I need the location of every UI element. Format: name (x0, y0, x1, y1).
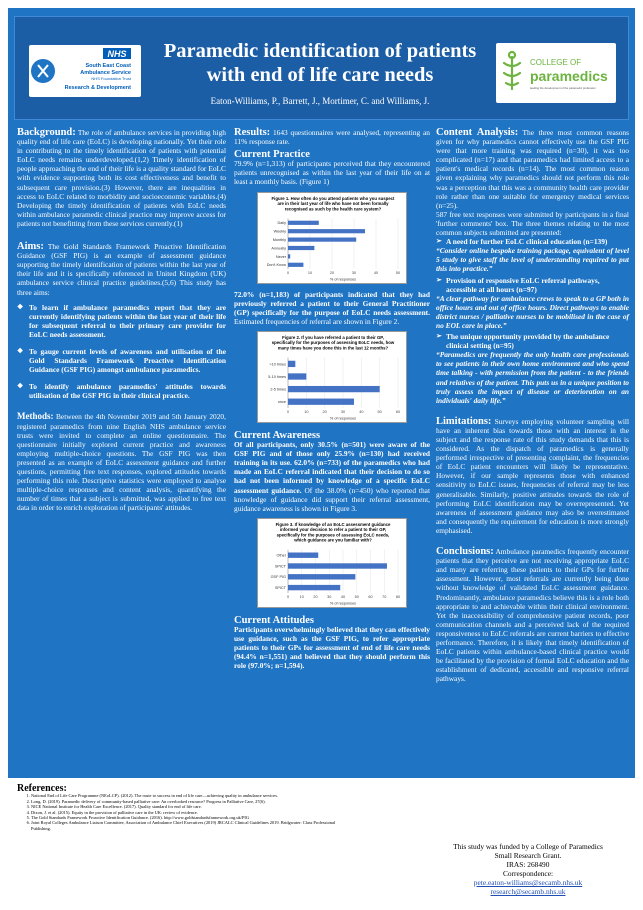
reference-item: 2. Long, D. (2019). Paramedic delivery of community-based palliative care: An overlooked resource? Progress in Palliative Care, 27(6). (31, 799, 347, 804)
poster (8, 8, 635, 902)
aim-item: ❖ To gauge current levels of awareness and utilisation of the Gold Standards Framework Proactive Identification Guidance (GSF PIG) amongst ambulance paramedics. (17, 347, 226, 374)
reference-item: 1. National End of Life Care Programme (NEoLCP). (2012). The route to success in end of life care—achieving quality in ambulance services. (31, 793, 347, 798)
aims-heading: Aims: (17, 241, 44, 253)
nhs-logo (29, 45, 141, 97)
chart-title-line: informed your decision to refer a patient to their GP, (279, 526, 387, 532)
chart-bar (288, 585, 340, 590)
chart-tick-label: 40 (373, 270, 379, 275)
results-text: 1643 questionnaires were analysed, representing an 11% response rate. (234, 128, 430, 147)
current-awareness-text: Of the 38.0% (n=450) who reported that knowledge of guidance did support their referral assessment, guidance awareness is shown in Figure 3. (234, 485, 430, 513)
methods-section (17, 412, 226, 512)
chart-tick-label: 30 (327, 594, 332, 599)
current-awareness-text-bold: Of all participants, only 30.5% (n=501) were aware of the GSF PIG and of those only 25.9% (n=130) had received training in its use. 62.0% (n=733) of the paramedics who had made an EoLC referral indicated that their decision to do so had not been informed by knowledge of a specific EoLC assessment guidance. (234, 440, 430, 495)
chart-bar (288, 262, 303, 266)
themes-list (436, 237, 629, 246)
figure-1-chart (258, 193, 408, 283)
current-practice-heading: Current Practice (234, 149, 310, 161)
chart-bar (288, 373, 306, 379)
chart-title-line: which guidance are you familiar with? (294, 537, 372, 543)
theme-quote: “Consider online bespoke training package, equivalent of level 5 study to give staff the level of understanding required to put this into practice.” (436, 246, 629, 274)
results-section (234, 128, 430, 146)
chart-title-line: Figure 3. If knowledge of an EoLC assessment guidance (275, 521, 391, 527)
poster-title: Paramedic identification of patients with end of life care needs (163, 40, 477, 86)
chart-tick-label: 60 (368, 594, 373, 599)
figure-2 (257, 331, 407, 423)
theme-quote: “A clear pathway for ambulance crews to speak to a GP both in office hours and out of office hours. Direct pathways to enable district nurses / palliative nurses to be mobilised in the case of no EOL care in place.” (436, 293, 629, 330)
content-analysis-heading: Content Analysis: (436, 127, 519, 138)
limitations-text: Surveys employing volunteer sampling will have an inherent bias towards those with an interest in the subject and the response rate of this study demands that this is considered. As the dispatch of paramedics is generally performed irrespective of presenting complaint, the frequencies of EoLC patient encounters will likely be representative. However, if our sample represents those with enhanced sensitivity to EoLC issues, frequencies of referral may be less generalisable. Similarly, positive attitudes towards the role of performing EoLC identification may be overrepresented. Yet awareness of assessment guidance may also be overestimated and consequently the requirement for education is more strongly emphasised. (436, 416, 629, 535)
funding-line2: Small Research Grant. (494, 851, 562, 860)
chart-category-label: Never (275, 254, 286, 259)
chart-category-label: SPICT (274, 564, 286, 569)
aims-section (17, 242, 226, 400)
chart-category-label: SPICT (274, 585, 286, 590)
figure-3-chart (258, 519, 408, 607)
left-column (17, 128, 226, 520)
chart-tick-label: 50 (354, 594, 359, 599)
methods-text: Between the 4th November 2019 and 5th January 2020, registered paramedics from nine English NHS ambulance service trusts were invited to complete an online questionnaire. The questionnaire initially explored current practice and awareness employing multiple-choice questions. The GSF PIG was then presented as an example of EoLC assessment guidance and further questions, permitting free text responses, explored attitudes towards performing this role. Descriptive statistics were employed to analyse multiple-choice responses and content analysis, quantifying the number of times that a subject is submitted, was applied to free text data in order to enrich exploration of participants' attitudes. (17, 412, 226, 513)
nhs-logo-line2: Ambulance Service (80, 70, 131, 76)
chart-category-label: Annually (271, 245, 286, 250)
chart-tick-label: 80 (395, 594, 401, 599)
conclusions-heading: Conclusions: (436, 546, 494, 558)
chart-bar (288, 254, 290, 258)
chart-category-label: >10 times (269, 362, 286, 367)
chart-title-line: recognised as such by the health care system? (284, 205, 382, 211)
figure-1 (257, 192, 407, 284)
nhs-logo-line1: South East Coast (85, 63, 131, 69)
middle-column (234, 128, 430, 678)
reference-item: 4. Dixon, J. et al. (2015). Equity in the provision of palliative care in the UK: review of evidence. (31, 810, 347, 815)
chart-category-label: Monthly (272, 237, 286, 242)
results-heading: Results: (234, 127, 271, 138)
limitations-section (436, 417, 629, 535)
themes-list (436, 332, 629, 350)
background-section (17, 128, 226, 228)
current-practice-text2-bold: 72.0% (n=1,183) of participants indicated that they had previously referred a patient to their General Practitioner (GP) specifically for the purpose of EoLC needs assessment. (234, 289, 430, 317)
chart-tick-label: 30 (351, 270, 357, 275)
poster-header (14, 16, 629, 120)
funding-section (438, 842, 618, 896)
chart-bar (288, 229, 365, 233)
references-list (17, 793, 347, 831)
chart-title-line: specifically for the purposes of assessing EoLC needs, (276, 532, 390, 538)
nhs-logo-line3: NHS Foundation Trust (91, 76, 131, 81)
nhs-badge: NHS (107, 49, 127, 59)
chart-x-axis-label: % of responses (329, 416, 357, 421)
chart-bar (288, 552, 318, 557)
chart-category-label: Daily (277, 220, 286, 225)
chart-bar (288, 386, 380, 392)
chart-tick-label: 20 (329, 270, 335, 275)
current-practice-text1: 79.9% (n=1,313) of participants perceived that they encountered patients unrecognised as within the last year of their life on at least a monthly basis. (Figure 1) (234, 159, 430, 187)
references-heading: References: (17, 783, 67, 794)
themes-list (436, 276, 629, 294)
chart-title-line: Figure 2. If you have referred a patient to their GP, (282, 334, 384, 340)
cop-logo-line1: COLLEGE OF (530, 58, 582, 67)
limitations-heading: Limitations: (436, 415, 492, 427)
chart-bar (288, 220, 319, 224)
chart-tick-label: 50 (395, 270, 401, 275)
aims-text: The Gold Standards Framework Proactive Identification Guidance (GSF PIG) is an example of assessment guidance supporting the timely identification of patients within the last year of their life and it is specifically referenced in United Kingdom (UK) ambulance service clinical practice guidelines.(5,6) This study has three aims: (17, 242, 226, 297)
chart-tick-label: 0 (286, 594, 290, 599)
theme-title: ➢ Provision of responsive EoLC referral pathways, accessible at all hours (n=97) (436, 276, 629, 294)
current-awareness-heading: Current Awareness (234, 429, 321, 441)
background-heading: Background: (17, 127, 76, 138)
figure-3 (257, 518, 407, 608)
reference-item: 6. Joint Royal Colleges Ambulance Liaison Committee, Association of Ambulance Chief Executives (2019) JRCALC Clinical Guidelines 2019. Bridgwater: Class Professional Publishing. (31, 820, 347, 831)
chart-title-line: specifically for the purposes of assessing EoLC needs, how (271, 340, 395, 346)
chart-title-line: are in their last year of life who have not been formally (277, 200, 389, 206)
chart-title-line: Figure 1. How often do you attend patients who you suspect (271, 195, 395, 201)
theme-title: ➢ The unique opportunity provided by the ambulance clinical setting (n=95) (436, 332, 629, 350)
chart-tick-label: 20 (313, 594, 318, 599)
current-awareness-section (234, 431, 430, 608)
chart-x-axis-label: % of responses (329, 601, 357, 606)
current-attitudes-text: Participants overwhelmingly believed that they can effectively use guidance, such as the GSF PIG, to refer appropriate patients to their GPs for assessment of end of life care needs (94.4% n=1,551) and believed that they should perform this role (97.0%; n=1,594). (234, 624, 430, 671)
content-analysis-text2: 587 free text responses were submitted by participants in a final 'further comments' box. The three themes relating to the most common subjects submitted are presented: (436, 209, 629, 238)
references-section (17, 783, 347, 831)
chart-bar (288, 398, 354, 404)
conclusions-text: Ambulance paramedics frequently encounter patients that they perceive are not receiving appropriate EoLC and many are referring these patients to their GPs for further assessment. However, most referrals are currently being done without knowledge of validated EoLC assessment guidance. Predominantly, ambulance paramedics believe this is a role both appropriate to and achievable within their clinical environment. Yet the inaccessibility of comprehensive patient records, poor communication channels and a perceived lack of the required responsiveness to EoLC referrals are current barriers to effective performance. Therefore, it is likely that timely identification of EoLC patients within ambulance-based clinical practice would be facilitated by the provision of formal EoLC education and the establishment of dedicated, accessible and responsive referral pathways. (436, 547, 629, 684)
cop-logo-line3: leading the development of the paramedic profession (530, 86, 596, 90)
chart-category-label: Weekly (273, 229, 286, 234)
theme-title: ➢ A need for further EoLC clinical education (n=139) (436, 237, 629, 246)
reference-item: 5. The Gold Standards Framework Proactive Identification Guidance. (2016). http://www.goldstandardsframework.org.uk/PIG (31, 815, 347, 820)
chart-tick-label: 70 (382, 594, 387, 599)
chart-bar (288, 237, 356, 241)
chart-tick-label: 10 (307, 270, 313, 275)
chart-x-axis-label: % of responses (329, 277, 357, 282)
poster-authors: Eaton-Williams, P., Barrett, J., Mortimer, C. and Williams, J. (210, 96, 430, 106)
chart-tick-label: 60 (395, 409, 401, 414)
correspondence-email-1[interactable]: pete.eaton-williams@secamb.nhs.uk (473, 878, 583, 887)
chart-category-label: 5-10 times (268, 374, 286, 379)
chart-bar (288, 563, 387, 568)
chart-title-line: many times have you done this in the last 12 months? (277, 345, 389, 351)
funding-line3: IRAS: 268490 (506, 860, 550, 869)
content-analysis-text: The three most common reasons given for why paramedics cannot effectively use the GSF PIG were that more training was required (n=30), it was too complicated (n=17) and that paramedics had limited access to a patient's medical records (n=14). The most common reason given explaining why paramedics should not perform this role was a perception that this was a community health care provider role rather than one suitable for emergency medical services (n=25). (436, 128, 629, 210)
funding-line1: This study was funded by a College of Paramedics (453, 842, 603, 851)
current-attitudes-section (234, 616, 430, 671)
funding-line4: Correspondence: (502, 869, 554, 878)
chart-tick-label: 50 (377, 409, 382, 414)
chart-tick-label: 40 (340, 594, 346, 599)
chart-category-label: once (277, 400, 286, 405)
chart-tick-label: 20 (322, 409, 327, 414)
reference-item: 3. NICE National Institute for Health Care Excellence. (2017). Quality standard for end of life care. (31, 804, 347, 809)
methods-heading: Methods: (17, 411, 54, 422)
aim-item: ❖ To identify ambulance paramedics' attitudes towards utilisation of the GSF PIG in their clinical practice. (17, 382, 226, 400)
chart-tick-label: 40 (359, 409, 364, 414)
figure-2-chart (258, 332, 408, 422)
aims-list (17, 303, 226, 401)
chart-bar (288, 361, 295, 367)
chart-bar (288, 574, 355, 579)
background-text: The role of ambulance services in providing high quality end of life care (EoLC) is developing nationally. Yet their role in contributing to the timely identification of patients with potential EoLC needs remains underdeveloped.(1,2) Timely identification of people approaching the end of their life is a quality standard for EoLC with evidence supporting both its cost effectiveness and benefit to subsequent care provision.(3) However, there are inequalities in access to EoLC related to morbidity and socioeconomic variables.(4) Developing the timely identification of patients with EoLC needs within ambulance paramedic clinical practice may improve access for patients not benefitting from these services currently.(1) (17, 128, 226, 228)
college-of-paramedics-logo (496, 43, 616, 103)
conclusions-section (436, 547, 629, 683)
chart-category-label: Other (276, 553, 286, 558)
chart-tick-label: 30 (340, 409, 346, 414)
chart-tick-label: 0 (286, 270, 290, 275)
current-practice-section (234, 150, 430, 423)
current-practice-text2: Estimated frequencies of referral are shown in Figure 2. (234, 316, 400, 326)
chart-category-label: GSF PIG (270, 574, 286, 579)
current-attitudes-heading: Current Attitudes (234, 614, 315, 626)
right-column (436, 128, 629, 691)
correspondence-email-2[interactable]: research@secamb.nhs.uk (490, 887, 566, 896)
cop-logo-line2: paramedics (530, 68, 608, 84)
nhs-logo-line4: Research & Development (64, 85, 131, 91)
content-analysis-section (436, 128, 629, 405)
chart-tick-label: 0 (286, 409, 290, 414)
chart-category-label: Don't Know (266, 262, 286, 267)
aim-item: ❖ To learn if ambulance paramedics report that they are currently identifying patients within the last year of their life for subsequent referral to their primary care provider for EoLC needs assessment. (17, 303, 226, 339)
chart-bar (288, 245, 314, 249)
chart-tick-label: 10 (304, 409, 309, 414)
theme-quote: “Paramedics are frequently the only health care professionals to see patients in their own home environment and who spend time talking - with permission from the patient - to the friends and relatives of the patient. This puts us in a unique position to truly assess the impact of disease or deterioration on an individuals' daily life.” (436, 350, 629, 405)
chart-category-label: 2-5 times (270, 387, 286, 392)
chart-tick-label: 10 (299, 594, 304, 599)
